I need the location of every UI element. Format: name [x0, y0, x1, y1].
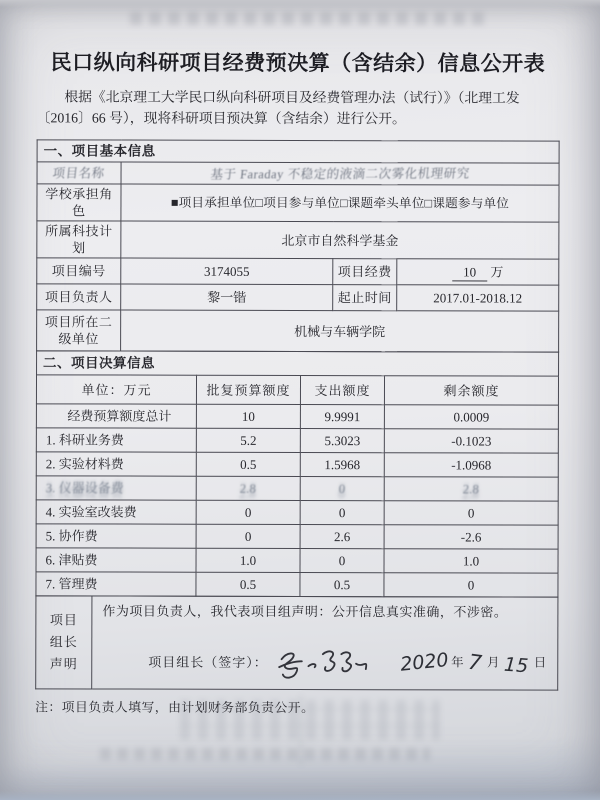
- table-row: [37, 162, 559, 185]
- row-label: 2. 实验材料费: [36, 452, 196, 476]
- period-label: 起止时间: [333, 285, 397, 311]
- row-budget: 0.5: [196, 452, 300, 476]
- row-remain: -0.1023: [384, 429, 558, 453]
- form-content: [35, 47, 559, 716]
- table-row: [37, 221, 559, 259]
- col-header-budget: 批复预算额度: [196, 375, 300, 404]
- paper-bottom-edge-shadow: [0, 791, 600, 800]
- bleedthrough-top: [130, 12, 490, 25]
- section2-header-row: [37, 351, 559, 376]
- row-spent: 2.6: [300, 525, 384, 549]
- bleedthrough-bottom: [100, 748, 430, 760]
- row-spent: 0.5: [300, 573, 384, 597]
- row-label: 6. 津贴费: [36, 548, 196, 572]
- row-remain: -1.0968: [384, 453, 558, 477]
- role-label: 学校承担角色: [37, 184, 121, 221]
- plan-value: 北京市自然科学基金: [121, 221, 559, 259]
- col-header-spent: 支出额度: [300, 376, 384, 405]
- declaration-body: [92, 596, 558, 690]
- row-remain: -2.6: [384, 525, 558, 549]
- table-row: [36, 404, 558, 429]
- declaration-label: 项目 组长 声明: [36, 596, 92, 689]
- table-row: [37, 310, 559, 352]
- table-row: [36, 428, 558, 453]
- table-row: [37, 184, 559, 222]
- project-name-value: 基于 Faraday 不稳定的液滴二次雾化机理研究: [121, 162, 559, 185]
- row-label: 经费预算额度总计: [36, 404, 196, 428]
- row-budget: 10: [196, 404, 300, 428]
- year-suffix: 年: [451, 654, 464, 669]
- row-spent: 0: [300, 477, 384, 501]
- signature-row: [102, 641, 549, 682]
- row-spent: 0: [300, 549, 384, 573]
- period-value: 2017.01-2018.12: [397, 285, 559, 311]
- row-budget: 0: [196, 524, 300, 548]
- table-row-scan-artifact: [36, 476, 558, 501]
- col-header-unit: 单位：万元: [36, 375, 196, 404]
- column-header-row: [36, 375, 558, 405]
- table-row: [37, 284, 559, 311]
- signature-handwriting: [272, 640, 375, 688]
- table-row: [36, 452, 558, 477]
- row-label: 3. 仪器设备费: [36, 476, 196, 500]
- table-row: [37, 258, 559, 285]
- handwritten-year: 2020: [398, 648, 450, 676]
- budget-value: [397, 259, 559, 285]
- month-suffix: 月: [487, 654, 500, 670]
- project-name-label: 项目名称: [37, 162, 121, 184]
- page-title: 民口纵向科研项目经费预决算（含结余）信息公开表: [50, 50, 546, 76]
- row-budget: 1.0: [196, 548, 300, 572]
- row-remain: 0: [384, 573, 558, 597]
- row-spent: 5.3023: [300, 429, 384, 453]
- day-suffix: 日: [533, 655, 547, 670]
- footnote: 注：项目负责人填写，由计划财务部负责公开。: [35, 700, 315, 716]
- row-budget: 5.2: [196, 428, 300, 452]
- project-number-value: 3174055: [121, 258, 333, 285]
- row-label: 4. 实验室改装费: [36, 500, 196, 524]
- handwritten-day: 15: [503, 653, 530, 677]
- section2-header: 二、项目决算信息: [37, 351, 559, 376]
- row-label: 1. 科研业务费: [36, 428, 196, 452]
- budget-label: 项目经费: [333, 259, 397, 285]
- row-spent: 9.9991: [300, 405, 384, 429]
- row-budget: 2.8: [196, 476, 300, 500]
- table-row: [36, 572, 558, 597]
- plan-label: 所属科技计划: [37, 221, 121, 258]
- row-remain: 0.0009: [384, 405, 558, 429]
- budget-amount: 10: [452, 263, 487, 281]
- role-checkbox-group: ■项目承担单位□项目参与单位□课题牵头单位□课题参与单位: [121, 184, 559, 222]
- row-remain: 2.8: [384, 477, 558, 501]
- intro-line-1: 根据《北京理工大学民口纵向科研项目及经费管理办法（试行）》（北理工发: [64, 89, 520, 106]
- declaration-statement: 作为项目负责人，我代表项目组声明：公开信息真实准确，不涉密。: [102, 603, 508, 620]
- budget-unit: 万: [490, 264, 504, 280]
- row-remain: 0: [384, 501, 558, 525]
- unit-label: 项目所在二级单位: [37, 310, 121, 351]
- table-row: [36, 548, 558, 573]
- paper-top-edge-shadow: [0, 0, 600, 7]
- leader-label: 项目负责人: [37, 284, 121, 310]
- row-budget: 0.5: [196, 572, 300, 596]
- col-header-remain: 剩余额度: [384, 376, 558, 405]
- row-spent: 0: [300, 501, 384, 525]
- row-budget: 0: [196, 500, 300, 524]
- unit-value: 机械与车辆学院: [121, 310, 559, 352]
- project-number-label: 项目编号: [37, 258, 121, 284]
- row-label: 5. 协作费: [36, 524, 196, 548]
- table-row: [36, 500, 558, 525]
- table-row: [36, 524, 558, 549]
- handwritten-month: 7: [467, 649, 484, 675]
- section1-header-row: [37, 140, 559, 163]
- sign-label: 项目组长（签字）：: [148, 654, 268, 670]
- section1-header: 一、项目基本信息: [37, 140, 559, 163]
- intro-line-2: 〔2016〕66 号），现将科研项目预决算（含结余）进行公开。: [36, 110, 406, 127]
- decision-info-table: [35, 350, 559, 597]
- basic-info-table: [36, 139, 560, 352]
- declaration-table: [35, 595, 558, 690]
- row-spent: 1.5968: [300, 453, 384, 477]
- row-label: 7. 管理费: [36, 572, 196, 596]
- leader-value: 黎一锴: [121, 284, 333, 311]
- table-row: [36, 596, 558, 690]
- intro-paragraph: [37, 86, 559, 129]
- row-remain: 1.0: [384, 549, 558, 573]
